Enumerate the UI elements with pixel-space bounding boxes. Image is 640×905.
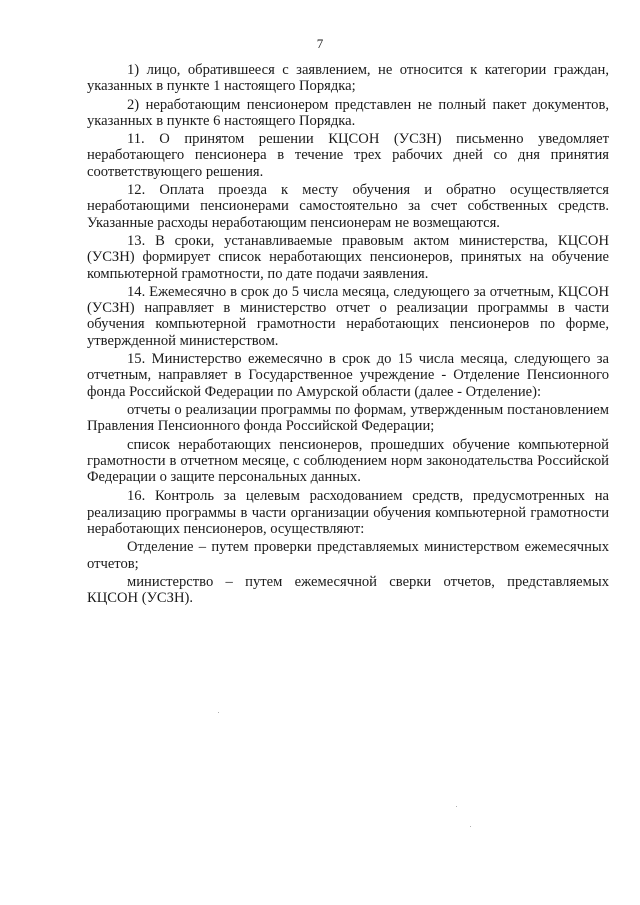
paragraph-16-department: Отделение – путем проверки представляемых министерством ежемесячных отчетов; (87, 539, 609, 572)
paragraph-15: 15. Министерство ежемесячно в срок до 15 числа месяца, следующего за отчетным, направляет в Государственное учреждение - Отделение Пенсионного фонда Российской Федерации по Амурской области (далее - Отделение): (87, 351, 609, 400)
paragraph-15-reports: отчеты о реализации программы по формам, утвержденным постановлением Правления Пенсионного фонда Российской Федерации; (87, 401, 609, 435)
paragraph-12: 12. Оплата проезда к месту обучения и обратно осуществляется неработающими пенсионерами самостоятельно за счет собственных средств. Указанные расходы неработающим пенсионерам не возмещаются. (87, 182, 609, 231)
paragraph-13: 13. В сроки, устанавливаемые правовым актом министерства, КЦСОН (УСЗН) формирует список неработающих пенсионеров, принятых на обучение компьютерной грамотности, по дате подачи заявления. (87, 232, 609, 282)
paragraph-16-ministry: министерство – путем ежемесячной сверки отчетов, представляемых КЦСОН (УСЗН). (87, 573, 609, 607)
scan-speck (470, 826, 471, 827)
paragraph-16: 16. Контроль за целевым расходованием средств, предусмотренных на реализацию программы в части организации обучения компьютерной грамотности неработающих пенсионеров, осуществляют: (87, 488, 609, 538)
paragraph-14: 14. Ежемесячно в срок до 5 числа месяца, следующего за отчетным, КЦСОН (УСЗН) направляет в министерство отчет о реализации программы в части обучения компьютерной грамотности неработающих пенсионеров по форме, утвержденной министерством. (87, 283, 609, 349)
scan-speck (456, 806, 457, 807)
paragraph-11: 11. О принятом решении КЦСОН (УСЗН) письменно уведомляет неработающего пенсионера в течение трех рабочих дней со дня принятия соответствующего решения. (87, 131, 609, 180)
paragraph-item-2: 2) неработающим пенсионером представлен не полный пакет документов, указанных в пункте 6 настоящего Порядка. (87, 96, 609, 129)
document-body (87, 62, 609, 609)
page-number: 7 (316, 36, 324, 51)
paragraph-15-list: список неработающих пенсионеров, прошедших обучение компьютерной грамотности в отчетном месяце, с соблюдением норм законодательства Российской Федерации о защите персональных данных. (87, 436, 609, 486)
paragraph-item-1: 1) лицо, обратившееся с заявлением, не относится к категории граждан, указанных в пункте 1 настоящего Порядка; (87, 62, 609, 95)
scan-speck (218, 712, 219, 713)
